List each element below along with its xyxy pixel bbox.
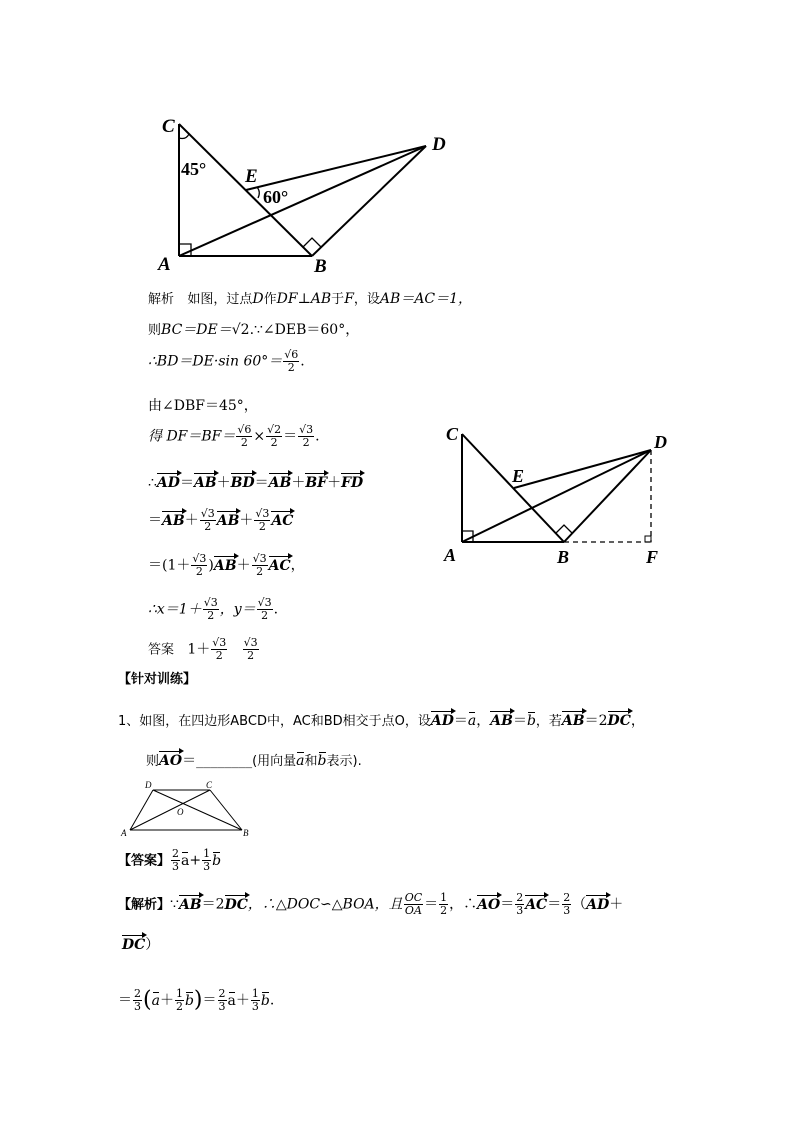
fig1-label-A: A xyxy=(158,254,171,275)
training-answer: 【答案】 $\frac{2}{3}$ a+ $\frac{1}{3}$ b xyxy=(118,847,222,873)
fig3-label-C: C xyxy=(206,780,213,790)
solution-line-8: ＝(1＋ $\frac{√3}{2}$ )AB＋ $\frac{√3}{2}$ AC， xyxy=(148,552,305,578)
fig1-angle-60: 60° xyxy=(263,187,289,207)
fig3-label-D: D xyxy=(145,780,152,790)
solution-line-9: ∴x＝1＋ $\frac{√3}{2}$ ，y＝ $\frac{√3}{2}$ . xyxy=(148,596,279,622)
training-heading: 【针对训练】 xyxy=(118,672,197,687)
fig2-label-A: A xyxy=(444,545,457,565)
solution-line-5: 得 DF＝BF＝ $\frac{√6}{2}$ × $\frac{√2}{2}$ ＝ $\frac{√3}{2}$ . xyxy=(148,423,320,449)
fig3-label-B: B xyxy=(243,828,249,838)
fig1-label-C: C xyxy=(162,116,175,137)
solution-line-4: 由∠DBF＝45°， xyxy=(148,398,258,414)
solution-line-2: 则BC＝DE＝√2.∵∠DEB＝60°， xyxy=(148,322,360,338)
fig3-label-O: O xyxy=(177,807,184,817)
question-1-line-2: 则AO＝________(用向量a和b表示). xyxy=(146,753,362,769)
figure-3-quadrilateral-diagram xyxy=(118,778,258,840)
figure-1-triangle-diagram xyxy=(150,110,460,280)
figure-2-triangle-diagram xyxy=(438,420,678,570)
solution-line-1: 解析 如图，过点D作DF⊥AB于F，设AB＝AC＝1， xyxy=(148,291,473,307)
fig2-label-B: B xyxy=(557,547,570,567)
training-analysis-line-1: 【解析】∵AB＝2DC，∴△DOC∽△BOA，且 $\frac{OC}{OA}$ ＝ $\frac{1}{2}$ ，∴AO＝ $\frac{2}{3}$ AC＝ $\frac{2}{3}$ （AD＋ xyxy=(118,891,624,917)
answer-blank: ________ xyxy=(196,753,253,769)
solution-line-6: ∴AD＝AB＋BD＝AB＋BF＋FD xyxy=(148,475,364,491)
training-analysis-formula: ＝ $\frac{2}{3}$ (a＋ $\frac{1}{2}$ b)＝ $\frac{2}{3}$ a＋ $\frac{1}{3}$ b. xyxy=(118,987,275,1013)
solution-line-3: ∴BD＝DE·sin 60°＝ $\frac{√6}{2}$ . xyxy=(148,348,305,374)
solution-line-7: ＝AB＋ $\frac{√3}{2}$ AB＋ $\frac{√3}{2}$ AC xyxy=(148,507,294,533)
fig1-label-D: D xyxy=(432,134,446,155)
fig2-label-E: E xyxy=(512,466,525,486)
fig2-label-F: F xyxy=(646,547,659,567)
solution-answer: 答案 1＋ $\frac{√3}{2}$ $\frac{√3}{2}$ xyxy=(148,636,258,662)
training-analysis-line-2: DC） xyxy=(122,937,160,953)
fig1-angle-45: 45° xyxy=(181,159,207,179)
fig1-label-B: B xyxy=(314,256,327,277)
fig3-label-A: A xyxy=(121,828,127,838)
question-1-line-1: 1、如图，在四边形ABCD中，AC和BD相交于点O，设AD＝a，AB＝b，若AB＝2DC， xyxy=(118,713,645,729)
fig2-label-D: D xyxy=(654,432,667,452)
fig2-label-C: C xyxy=(446,424,459,444)
fig1-label-E: E xyxy=(245,166,258,187)
